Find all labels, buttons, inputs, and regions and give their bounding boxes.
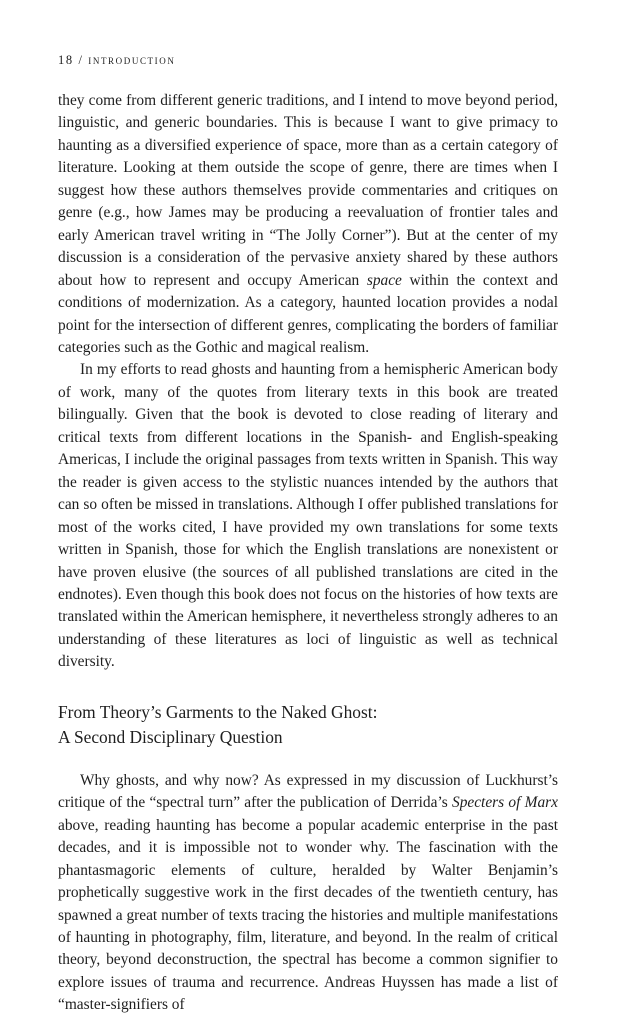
running-head bbox=[58, 52, 558, 68]
section-heading bbox=[58, 700, 558, 750]
running-head-section: introduction bbox=[88, 53, 176, 67]
running-head-separator: / bbox=[78, 53, 84, 67]
section-heading-line-1: From Theory’s Garments to the Naked Ghost: bbox=[58, 701, 378, 722]
paragraph-3-text-b: above, reading haunting has become a popular academic enterprise in the past decades, and it is impossible not to wonder why. The fascination with the phantasmagoric elements of culture, heralded by Walter Benjamin’s prophetically suggestive work in the first decades of the twentieth century, has spawned a great number of texts tracing the histories and multiple manifestations of haunting in photography, film, literature, and beyond. In the realm of critical theory, beyond deconstruction, the spectral has become a common signifier to explore issues of trauma and recurrence. Andreas Huyssen has made a list of “master-signifiers of bbox=[58, 816, 558, 1014]
paragraph-2: In my efforts to read ghosts and haunting from a hemispheric American body of work, many of the quotes from literary texts in this book are treated bilingually. Given that the book is devoted to close reading of literary and critical texts from different locations in the Spanish- and English-speaking Americas, I include the original passages from texts written in Spanish. This way the reader is given access to the stylistic nuances intended by the authors that can so often be missed in translations. Although I offer published translations for most of the works cited, I have provided my own translations for some texts written in Spanish, those for which the English translations are nonexistent or have proven elusive (the sources of all published translations are cited in the endnotes). Even though this book does not focus on the histories of how texts are translated within the American hemisphere, it nevertheless strongly adheres to an understanding of these literatures as loci of linguistic as well as technical diversity. bbox=[58, 361, 558, 671]
paragraph-3 bbox=[58, 770, 558, 1017]
page-number: 18 bbox=[58, 53, 74, 67]
paragraph-1-text-b: within the context and conditions of modernization. As a category, haunted location provides a nodal point for the intersection of different genres, complicating the borders of familiar categories such as the Gothic and magical realism. bbox=[58, 271, 558, 356]
paragraph-3-emphasis: Specters of Marx bbox=[452, 794, 558, 812]
paragraph-1 bbox=[58, 90, 558, 359]
book-page bbox=[58, 52, 558, 1017]
body-text bbox=[58, 90, 558, 1017]
paragraph-3-text-a: Why ghosts, and why now? As expressed in my discussion of Luckhurst’s critique of the “spectral turn” after the publication of Derrida’s bbox=[58, 771, 558, 812]
section-heading-line-2: A Second Disciplinary Question bbox=[58, 726, 283, 747]
paragraph-1-text-a: they come from different generic traditions, and I intend to move beyond period, linguistic, and generic boundaries. This is because I want to give primacy to haunting as a diversified experience of space, more than as a certain category of literature. Looking at them outside the scope of genre, there are times when I suggest how these authors themselves provide commentaries and critiques on genre (e.g., how James may be producing a reevaluation of frontier tales and early American travel writing in “The Jolly Corner”). But at the center of my discussion is a consideration of the pervasive anxiety shared by these authors about how to represent and occupy American bbox=[58, 92, 558, 289]
paragraph-1-emphasis: space bbox=[366, 271, 402, 289]
